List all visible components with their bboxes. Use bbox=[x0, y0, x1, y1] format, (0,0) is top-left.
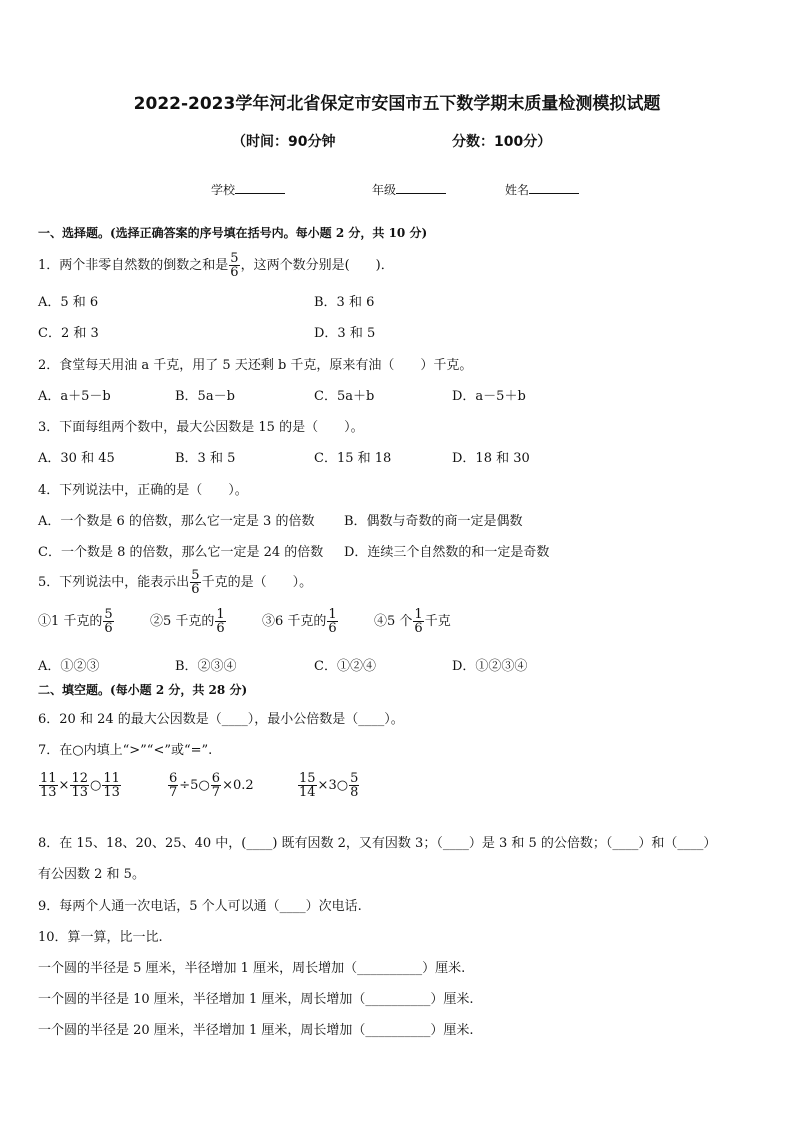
q7-e2-frac-2 bbox=[211, 772, 221, 799]
page-title: 2022-2023学年河北省保定市安国市五下数学期末质量检测模拟试题 bbox=[133, 94, 661, 114]
q5-item-2-den: 6 bbox=[216, 621, 225, 636]
q5-stem-a: 5．下列说法中，能表示出 bbox=[38, 575, 190, 590]
q5-item-4 bbox=[374, 608, 451, 635]
q7-e1-n1: 11 bbox=[40, 771, 57, 786]
q5-item-1-fraction bbox=[103, 608, 113, 635]
name-label: 姓名 bbox=[505, 183, 530, 197]
q5-frac-num: 5 bbox=[191, 568, 200, 583]
question-2: 2．食堂每天用油 a 千克，用了 5 天还剩 b 千克，原来有油（ ）千克。 bbox=[38, 358, 473, 373]
q7-e1-n3: 11 bbox=[103, 771, 120, 786]
q10-line-3: 一个圆的半径是 20 厘米，半径增加 1 厘米，周长增加（__________）厘米. bbox=[38, 1023, 474, 1038]
q10-line-1: 一个圆的半径是 5 厘米，半径增加 1 厘米，周长增加（__________）厘米. bbox=[38, 961, 466, 976]
q5-item-4-den: 6 bbox=[414, 621, 423, 636]
q7-e3-n1: 15 bbox=[299, 771, 316, 786]
q5-frac-den: 6 bbox=[191, 582, 200, 597]
q5-item-2-text: ②5 千克的 bbox=[150, 614, 215, 629]
q5-item-4-unit: 千克 bbox=[424, 614, 451, 629]
q5-item-2-num: 1 bbox=[216, 607, 225, 622]
question-9: 9．每两个人通一次电话，5 个人可以通（____）次电话. bbox=[38, 899, 362, 914]
q4-option-a[interactable]: A．一个数是 6 的倍数，那么它一定是 3 的倍数 bbox=[38, 514, 315, 529]
q5-option-c[interactable]: C．①②④ bbox=[314, 659, 376, 674]
question-5 bbox=[38, 569, 312, 596]
q2-option-b[interactable]: B．5a－b bbox=[175, 389, 235, 404]
question-8-line-1: 8．在 15、18、20、25、40 中，(____) 既有因数 2，又有因数 3；（____）是 3 和 5 的公倍数；（____）和（____） bbox=[38, 836, 717, 851]
q7-e2-tail: ×0.2 bbox=[222, 778, 254, 793]
q5-item-3-text: ③6 千克的 bbox=[262, 614, 327, 629]
q3-option-b[interactable]: B．3 和 5 bbox=[175, 451, 236, 466]
question-10: 10．算一算，比一比. bbox=[38, 930, 163, 945]
q7-e2-frac-1 bbox=[168, 772, 178, 799]
q1-frac-num: 5 bbox=[230, 251, 239, 266]
q7-e3-frac-1 bbox=[298, 772, 317, 799]
q1-fraction bbox=[229, 252, 239, 279]
q2-option-d[interactable]: D．a－5＋b bbox=[452, 389, 526, 404]
q7-e1-d2: 13 bbox=[71, 785, 88, 800]
q1-option-c[interactable]: C．2 和 3 bbox=[38, 326, 99, 341]
q5-item-1-den: 6 bbox=[104, 621, 113, 636]
section-1-heading: 一、选择题。(选择正确答案的序号填在括号内。每小题 2 分，共 10 分) bbox=[38, 226, 428, 240]
q7-e2-d2: 7 bbox=[211, 785, 221, 800]
q3-option-c[interactable]: C．15 和 18 bbox=[314, 451, 392, 466]
question-1 bbox=[38, 252, 394, 279]
q5-item-1 bbox=[38, 608, 115, 635]
q7-expression-3[interactable] bbox=[297, 772, 360, 799]
question-7: 7．在○内填上“>”“<”或“=”. bbox=[38, 743, 213, 758]
school-blank[interactable] bbox=[235, 181, 285, 194]
q7-expression-2[interactable] bbox=[167, 772, 254, 799]
q5-item-1-text: ①1 千克的 bbox=[38, 614, 103, 629]
q5-item-4-num: 1 bbox=[414, 607, 423, 622]
q5-item-2 bbox=[150, 608, 227, 635]
exam-score: 分数：100分） bbox=[452, 134, 552, 150]
q4-option-d[interactable]: D．连续三个自然数的和一定是奇数 bbox=[344, 545, 550, 560]
q1-stem-b: ，这两个数分别是( )． bbox=[240, 258, 394, 273]
grade-label: 年级 bbox=[372, 183, 397, 197]
q7-e2-op[interactable]: ÷5○ bbox=[179, 778, 210, 793]
grade-blank[interactable] bbox=[396, 181, 446, 194]
q7-e1-d1: 13 bbox=[40, 785, 57, 800]
q3-option-d[interactable]: D．18 和 30 bbox=[452, 451, 530, 466]
q5-item-3-num: 1 bbox=[328, 607, 337, 622]
q7-e1-frac-1 bbox=[39, 772, 58, 799]
q5-option-b[interactable]: B．②③④ bbox=[175, 659, 237, 674]
q1-option-b[interactable]: B．3 和 6 bbox=[314, 295, 375, 310]
q5-item-1-num: 5 bbox=[104, 607, 113, 622]
q7-e1-d3: 13 bbox=[103, 785, 120, 800]
q5-option-d[interactable]: D．①②③④ bbox=[452, 659, 528, 674]
q3-option-a[interactable]: A．30 和 45 bbox=[38, 451, 115, 466]
q7-e3-d2: 8 bbox=[350, 785, 359, 800]
q7-e1-frac-2 bbox=[70, 772, 89, 799]
question-3: 3．下面每组两个数中，最大公因数是 15 的是（ ）。 bbox=[38, 420, 364, 435]
q7-e2-n2: 6 bbox=[211, 771, 221, 786]
q7-e1-circle[interactable]: ○ bbox=[90, 778, 102, 793]
q1-option-a[interactable]: A．5 和 6 bbox=[38, 295, 99, 310]
q7-e1-op: × bbox=[58, 778, 70, 793]
question-6: 6．20 和 24 的最大公因数是（____），最小公倍数是（____）。 bbox=[38, 712, 404, 727]
q5-item-2-fraction bbox=[215, 608, 225, 635]
q7-e2-d1: 7 bbox=[169, 785, 178, 800]
q4-option-b[interactable]: B．偶数与奇数的商一定是偶数 bbox=[344, 514, 523, 529]
q1-frac-den: 6 bbox=[230, 265, 239, 280]
school-label: 学校 bbox=[211, 183, 236, 197]
q7-e1-frac-3 bbox=[102, 772, 121, 799]
q10-line-2: 一个圆的半径是 10 厘米，半径增加 1 厘米，周长增加（__________）厘米. bbox=[38, 992, 474, 1007]
q7-e3-op[interactable]: ×3○ bbox=[317, 778, 349, 793]
q1-stem-a: 1．两个非零自然数的倒数之和是 bbox=[38, 258, 229, 273]
q7-e3-frac-2 bbox=[349, 772, 359, 799]
q7-e3-d1: 14 bbox=[299, 785, 316, 800]
q5-option-a[interactable]: A．①②③ bbox=[38, 659, 100, 674]
question-4: 4．下列说法中，正确的是（ ）。 bbox=[38, 483, 248, 498]
q5-item-3 bbox=[262, 608, 339, 635]
name-blank[interactable] bbox=[529, 181, 579, 194]
q5-fraction bbox=[190, 569, 200, 596]
school-field[interactable] bbox=[211, 181, 285, 198]
q5-item-4-text: ④5 个 bbox=[374, 614, 413, 629]
q5-stem-b: 千克的是（ ）。 bbox=[201, 575, 313, 590]
q7-e2-n1: 6 bbox=[169, 771, 178, 786]
q5-item-3-fraction bbox=[327, 608, 337, 635]
q2-option-a[interactable]: A．a＋5－b bbox=[38, 389, 111, 404]
q5-item-4-fraction bbox=[413, 608, 423, 635]
q7-e3-n2: 5 bbox=[350, 771, 359, 786]
q4-option-c[interactable]: C．一个数是 8 的倍数，那么它一定是 24 的倍数 bbox=[38, 545, 324, 560]
q7-expression-1[interactable] bbox=[38, 772, 122, 799]
question-8-line-2: 有公因数 2 和 5。 bbox=[38, 867, 145, 882]
q1-option-d[interactable]: D．3 和 5 bbox=[314, 326, 376, 341]
section-2-heading: 二、填空题。(每小题 2 分，共 28 分) bbox=[38, 683, 248, 697]
q5-item-3-den: 6 bbox=[328, 621, 337, 636]
name-field[interactable] bbox=[505, 181, 579, 198]
q2-option-c[interactable]: C．5a＋b bbox=[314, 389, 375, 404]
q7-e1-n2: 12 bbox=[71, 771, 88, 786]
grade-field[interactable] bbox=[372, 181, 446, 198]
exam-time: （时间：90分钟 bbox=[232, 134, 336, 150]
